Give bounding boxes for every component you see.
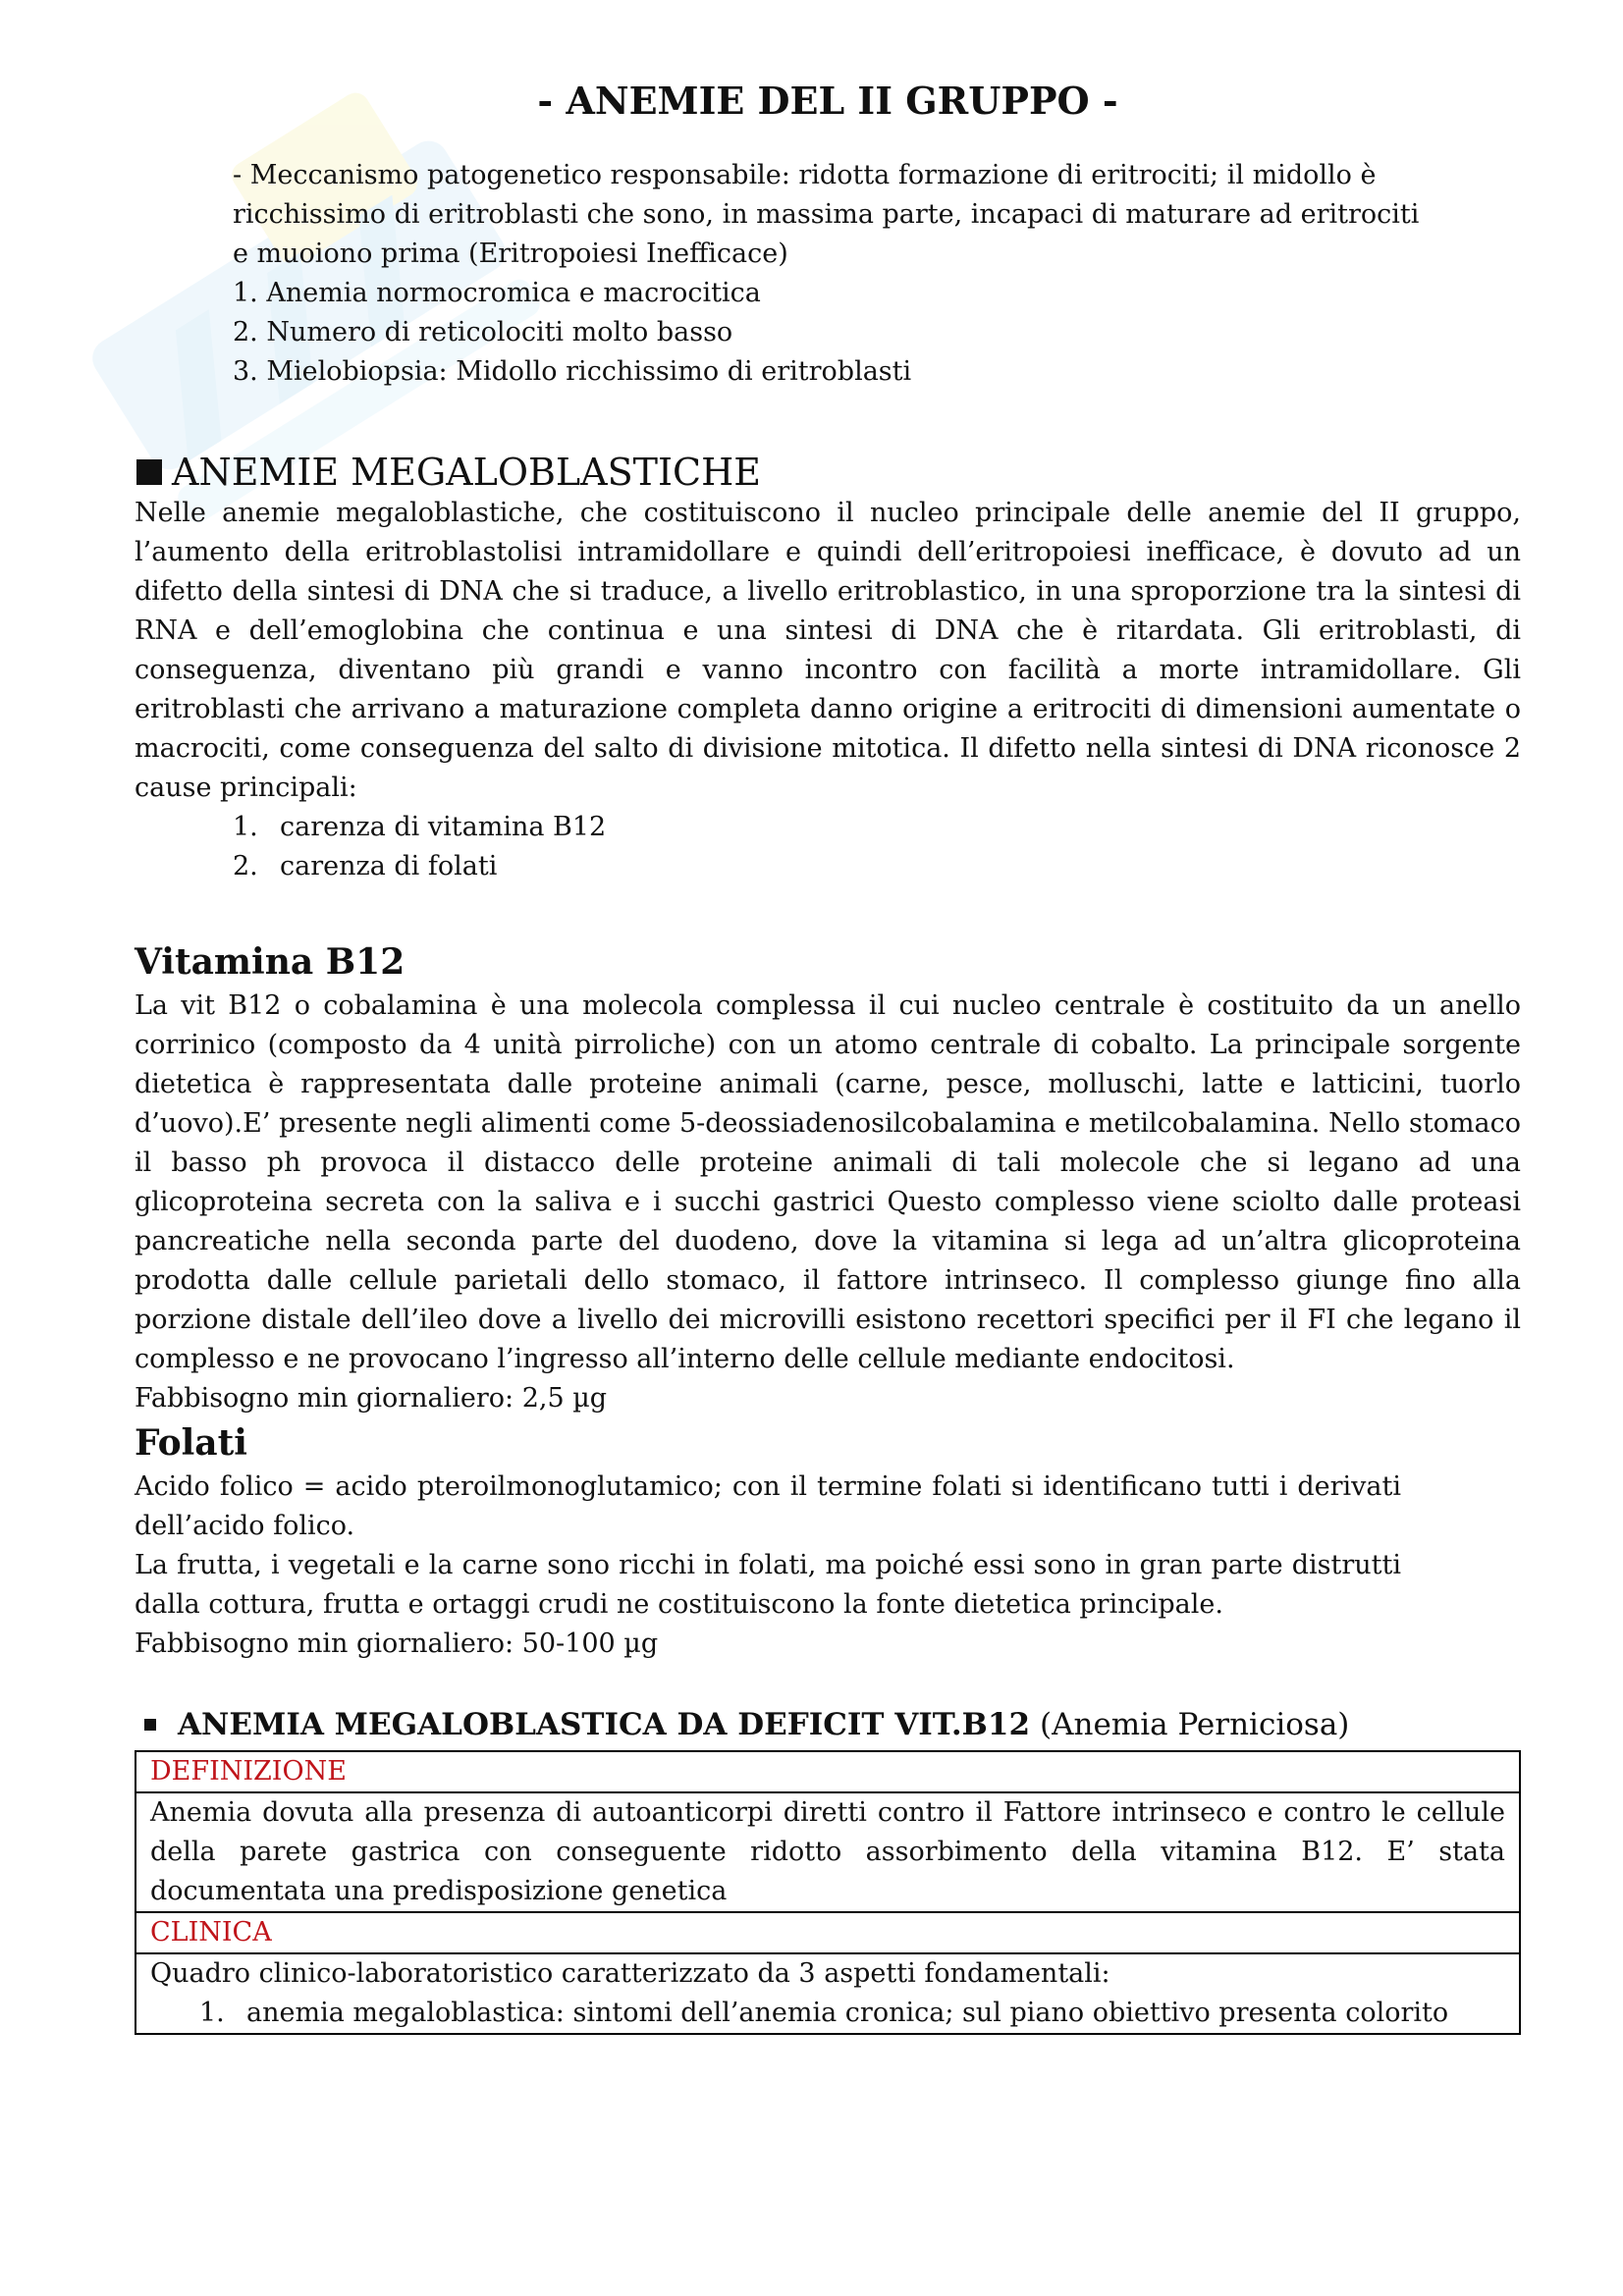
folati-paragraph-2: La frutta, i vegetali e la carne sono ricchi in folati, ma poiché essi sono in gran parte distrutti dalla cottura, frutta e ortaggi crudi ne costituiscono la fonte dietetica principale. <box>135 1550 1401 1620</box>
list-item: 1. anemia megaloblastica: sintomi dell’anemia cronica; sul piano obiettivo presenta colorito <box>199 1998 1449 2028</box>
heading-normal-text: (Anemia Perniciosa) <box>1040 1707 1350 1742</box>
definition-text: Anemia dovuta alla presenza di autoanticorpi diretti contro il Fattore intrinseco e contro le cellule della parete gastrica con conseguente ridotto assorbimento della vitamina B12. E’ stata documentata una predisposizione genetica <box>135 1792 1520 1912</box>
heading-pernicious-anemia <box>135 1707 1521 1742</box>
mechanism-item: 2. Numero di reticolociti molto basso <box>233 317 733 347</box>
square-bullet-icon <box>144 1719 156 1731</box>
document-page <box>135 79 1521 2035</box>
heading-folati: Folati <box>135 1422 247 1464</box>
square-bullet-icon <box>136 459 162 485</box>
section-heading-megaloblastic <box>135 451 1521 494</box>
heading-vitamin-b12: Vitamina B12 <box>135 941 406 983</box>
clinic-list <box>150 1994 1505 2033</box>
mechanism-item: 1. Anemia normocromica e macrocitica <box>233 278 761 308</box>
clinic-label: CLINICA <box>135 1912 1520 1953</box>
heading-bold-text: ANEMIA MEGALOBLASTICA DA DEFICIT VIT.B12 <box>178 1707 1031 1742</box>
definition-label: DEFINIZIONE <box>135 1751 1520 1792</box>
folati-requirement: Fabbisogno min giornaliero: 50-100 µg <box>135 1629 659 1659</box>
vitb12-paragraph: La vit B12 o cobalamina è una molecola complessa il cui nucleo centrale è costituito da un anello corrinico (composto da 4 unità pirroliche) con un atomo centrale di cobalto. La principale sorgente dietetica è rappresentata dalle proteine animali (carne, pesce, molluschi, latte e latticini, tuorlo d’uovo).E’ presente negli alimenti come 5-deossiadenosilcobalamina e metilcobalamina. Nello stomaco il basso ph provoca il distacco delle proteine animali di tali molecole che si legano ad una glicoproteina secreta con la saliva e i succhi gastrici Questo complesso viene sciolto dalle proteasi pancreatiche nella seconda parte del duodeno, dove la vitamina si lega ad un’altra glicoproteina prodotta dalle cellule parietali dello stomaco, il fattore intrinseco. Il complesso giunge fino alla porzione distale dell’ileo dove a livello dei microvilli esistono recettori specifici per il FI che legano il complesso e ne provocano l’ingresso all’interno delle cellule mediante endocitosi. <box>135 990 1521 1374</box>
megaloblastic-paragraph: Nelle anemie megaloblastiche, che costituiscono il nucleo principale delle anemie del II gruppo, l’aumento della eritroblastolisi intramidollare e quindi dell’eritropoiesi inefficace, è dovuto ad un difetto della sintesi di DNA che si traduce, a livello eritroblastico, in una sproporzione tra la sintesi di RNA e dell’emoglobina che continua e una sintesi di DNA che è ritardata. Gli eritroblasti, di conseguenza, diventano più grandi e vanno incontro con facilità a morte intramidollare. Gli eritroblasti che arrivano a maturazione completa danno origine a eritrociti di dimensioni aumentate o macrociti, come conseguenza del salto di divisione mitotica. Il difetto nella sintesi di DNA riconosce 2 cause principali: <box>135 498 1521 803</box>
mechanism-block <box>233 156 1423 392</box>
causes-list <box>135 808 1521 886</box>
pernicious-table <box>135 1750 1521 2035</box>
section-heading-text: ANEMIE MEGALOBLASTICHE <box>172 451 761 494</box>
list-item: 2. carenza di folati <box>233 851 498 881</box>
mechanism-item: 3. Mielobiopsia: Midollo ricchissimo di eritroblasti <box>233 356 912 387</box>
clinic-cell <box>135 1953 1520 2034</box>
list-item: 1. carenza di vitamina B12 <box>233 812 607 842</box>
vitb12-requirement: Fabbisogno min giornaliero: 2,5 µg <box>135 1383 608 1414</box>
folati-paragraph-1: Acido folico = acido pteroilmonoglutamico; con il termine folati si identificano tutti i derivati dell’acido folico. <box>135 1471 1401 1541</box>
clinic-intro: Quadro clinico-laboratoristico caratterizzato da 3 aspetti fondamentali: <box>150 1958 1110 1989</box>
mechanism-text: - Meccanismo patogenetico responsabile: ridotta formazione di eritrociti; il midollo è ricchissimo di eritroblasti che sono, in massima parte, incapaci di maturare ad eritrociti e muoiono prima (Eritropoiesi Inefficace) <box>233 160 1420 269</box>
document-title: - ANEMIE DEL II GRUPPO - <box>537 79 1118 123</box>
